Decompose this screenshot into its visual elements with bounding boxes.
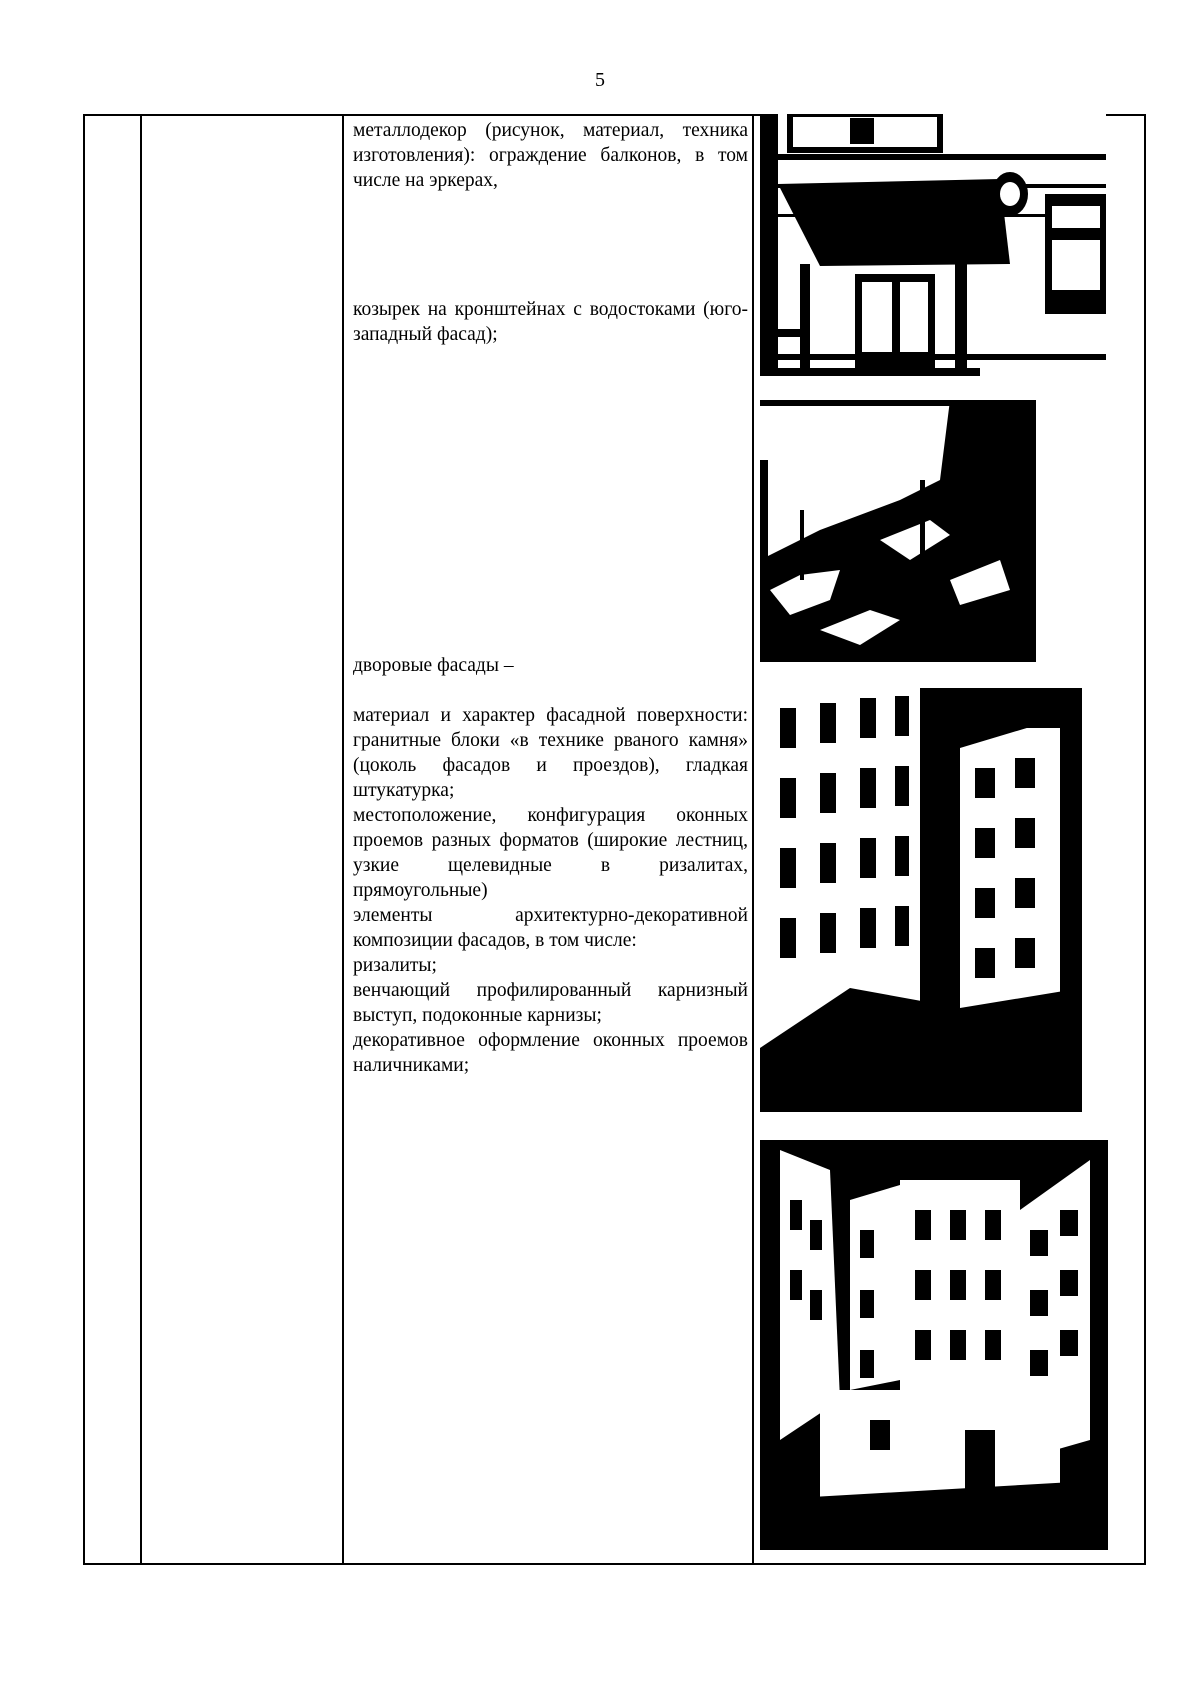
paragraph-windows: местоположение, конфигурация оконных проемов разных форматов (широкие лестниц, узкие щелевидные в ризалитах, прямоугольные) — [353, 805, 748, 901]
photo-courtyard-facade-1 — [760, 688, 1082, 1112]
paragraph-surrounds: декоративное оформление оконных проемов наличниками; — [353, 1030, 748, 1076]
text-canopy — [353, 297, 748, 347]
paragraph-canopy: козырек на кронштейнах с водостоками (юго-западный фасад); — [353, 299, 748, 345]
photo-canopy-entrance — [760, 114, 1106, 376]
paragraph-elements: элементы архитектурно-декоративной композиции фасадов, в том числе: — [353, 905, 748, 951]
paragraph-risalits: ризалиты; — [353, 955, 437, 976]
column-divider-1 — [140, 116, 142, 1563]
page-number: 5 — [595, 69, 605, 91]
paragraph-metal-decor: металлодекор (рисунок, материал, техника изготовления): ограждение балконов, в том числе на эркерах, — [353, 120, 748, 191]
text-courtyard-heading — [353, 653, 748, 678]
paragraph-cornice: венчающий профилированный карнизный выступ, подоконные карнизы; — [353, 980, 748, 1026]
text-metal-decor — [353, 118, 748, 193]
paragraph-courtyard-heading: дворовые фасады – — [353, 655, 514, 676]
photo-courtyard-facade-2 — [760, 1140, 1108, 1550]
text-courtyard-details — [353, 703, 748, 1078]
column-divider-3 — [752, 116, 754, 1563]
column-divider-2 — [342, 116, 344, 1563]
paragraph-material: материал и характер фасадной поверхности: гранитные блоки «в технике рваного камня» (цоколь фасадов и проездов), гладкая штукатурка; — [353, 705, 748, 801]
photo-canopy-detail — [760, 400, 1036, 662]
